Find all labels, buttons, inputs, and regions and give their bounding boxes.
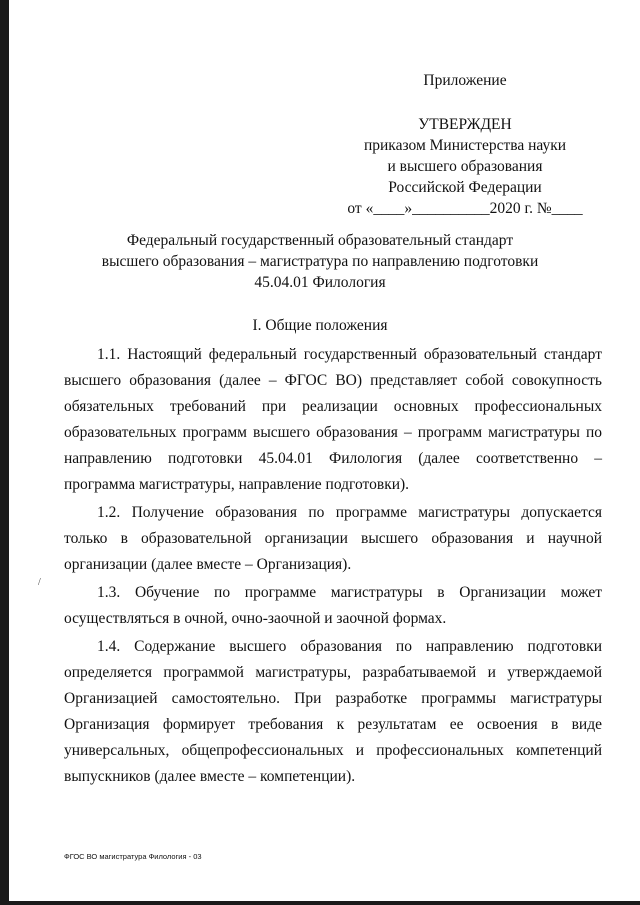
paragraph-1-4: 1.4. Содержание высшего образования по направлению подготовки определяется программой магистратуры, разрабатываемой и утверждаемой Организацией самостоятельно. При разработке программы магистратуры Организация формирует требования к результатам ее освоения в виде универсальных, общепрофессиональных и профессиональных компетенций выпускников (далее вместе – компетенции). — [64, 638, 602, 785]
approved-line-education: и высшего образования — [387, 158, 543, 175]
scan-edge-bottom — [0, 901, 640, 905]
approval-block — [340, 114, 590, 219]
standard-title-line: 45.04.01 Филология — [254, 274, 386, 291]
page-footer: ФГОС ВО магистратура Филология - 03 — [64, 852, 202, 861]
approved-line-federation: Российской Федерации — [388, 179, 542, 196]
appendix-label: Приложение — [423, 72, 507, 89]
paragraph-1-3: 1.3. Обучение по программе магистратуры в Организации может осуществляться в очной, очно-заочной и заочной формах. — [64, 584, 602, 627]
standard-title-line: высшего образования – магистратура по направлению подготовки — [101, 253, 539, 270]
approved-heading: УТВЕРЖДЕН — [418, 116, 512, 133]
scan-edge-left — [0, 0, 9, 905]
margin-mark: / — [38, 577, 41, 588]
approved-line-ministry: приказом Министерства науки — [363, 137, 567, 154]
approved-line-date: от «____»__________2020 г. №____ — [347, 200, 583, 217]
standard-title — [70, 230, 570, 293]
paragraph-1-1: 1.1. Настоящий федеральный государственный образовательный стандарт высшего образования (далее – ФГОС ВО) представляет собой совокупность обязательных требований при реализации основных профессиональных образовательных программ высшего образования – программ магистратуры по направлению подготовки 45.04.01 Филология (далее соответственно – программа магистратуры, направление подготовки). — [64, 346, 602, 493]
standard-title-line: Федеральный государственный образовательный стандарт — [126, 232, 514, 249]
paragraph-1-2: 1.2. Получение образования по программе магистратуры допускается только в образовательной организации высшего образования и научной организации (далее вместе – Организация). — [64, 504, 602, 573]
section-heading: I. Общие положения — [252, 317, 388, 334]
section-body — [64, 342, 602, 790]
